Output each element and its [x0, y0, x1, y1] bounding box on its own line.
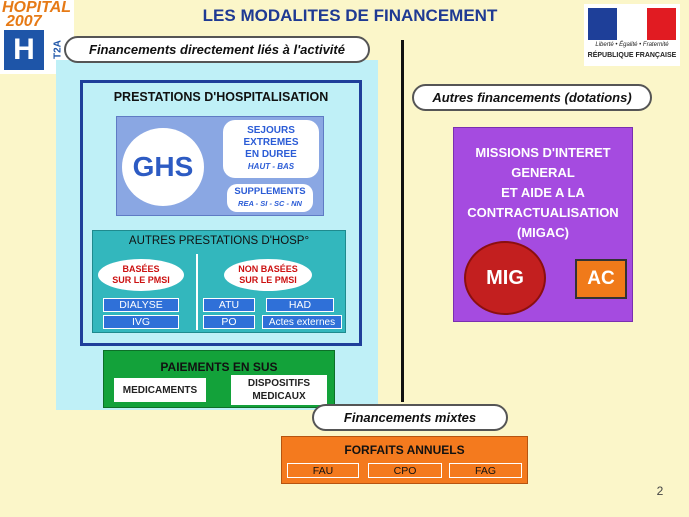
migac-line-4: CONTRACTUALISATION [467, 205, 619, 220]
autres-separator [196, 254, 198, 330]
autres-financements-header: Autres financements (dotations) [412, 84, 652, 111]
non-basees-line-1: NON BASÉES [238, 264, 298, 274]
sejours-sub: HAUT - BAS [247, 162, 295, 171]
supplements-sub: REA - SI - SC - NN [238, 199, 302, 208]
forfaits-annuels-title: FORFAITS ANNUELS [344, 443, 465, 457]
mig-circle: MIG [464, 241, 546, 315]
logo-text-year: 2007 [6, 13, 42, 30]
tag-ivg: IVG [103, 315, 179, 329]
migac-line-3: ET AIDE A LA [501, 185, 585, 200]
republique-francaise-logo [584, 4, 680, 66]
sejours-extremes-box [223, 120, 319, 178]
dispositifs-medicaux-box [231, 375, 327, 405]
page-title: LES MODALITES DE FINANCEMENT [202, 6, 498, 25]
sejours-line-2: EXTREMES [243, 137, 299, 148]
non-basees-line-2: SUR LE PMSI [239, 275, 297, 285]
dispositifs-line-2: MEDICAUX [252, 391, 306, 402]
migac-line-5: (MIGAC) [517, 225, 569, 240]
logo-text-hopital: HOPITAL [2, 0, 72, 16]
logo-republique: RÉPUBLIQUE FRANÇAISE [587, 52, 677, 59]
logo-letter-h: H [4, 30, 44, 70]
basees-pmsi-oval [98, 259, 184, 291]
basees-line-2: SUR LE PMSI [112, 275, 170, 285]
forfait-fau: FAU [287, 463, 359, 478]
ghs-circle: GHS [122, 128, 204, 206]
paiements-en-sus-title: PAIEMENTS EN SUS [160, 360, 278, 374]
tag-po: PO [203, 315, 255, 329]
forfait-fag: FAG [449, 463, 522, 478]
supplements-label: SUPPLEMENTS [234, 186, 306, 197]
migac-line-2: GENERAL [511, 165, 575, 180]
logo-text-t2a: T2A [52, 40, 64, 60]
page-number: 2 [656, 484, 664, 498]
autres-prestations-title: AUTRES PRESTATIONS D'HOSP° [128, 235, 310, 247]
french-flag-icon [588, 8, 676, 40]
medicaments-box: MEDICAMENTS [114, 378, 206, 402]
tag-atu: ATU [203, 298, 255, 312]
prestations-hospitalisation-title: PRESTATIONS D'HOSPITALISATION [113, 90, 329, 104]
financements-mixtes-header: Financements mixtes [312, 404, 508, 431]
activity-financing-header: Financements directement liés à l'activité [64, 36, 370, 63]
tag-actes-externes: Actes externes [262, 315, 342, 329]
migac-line-1: MISSIONS D'INTERET [475, 145, 611, 160]
basees-line-1: BASÉES [122, 264, 160, 274]
sejours-line-3: EN DUREE [245, 149, 297, 160]
tag-dialyse: DIALYSE [103, 298, 179, 312]
sejours-line-1: SEJOURS [247, 125, 295, 136]
non-basees-pmsi-oval [224, 259, 312, 291]
logo-motto: Liberté • Égalité • Fraternité [595, 42, 669, 48]
ac-box: AC [575, 259, 627, 299]
supplements-box [227, 184, 313, 212]
migac-text [453, 143, 633, 243]
vertical-divider [401, 40, 404, 402]
tag-had: HAD [266, 298, 334, 312]
forfait-cpo: CPO [368, 463, 442, 478]
dispositifs-line-1: DISPOSITIFS [247, 378, 311, 389]
